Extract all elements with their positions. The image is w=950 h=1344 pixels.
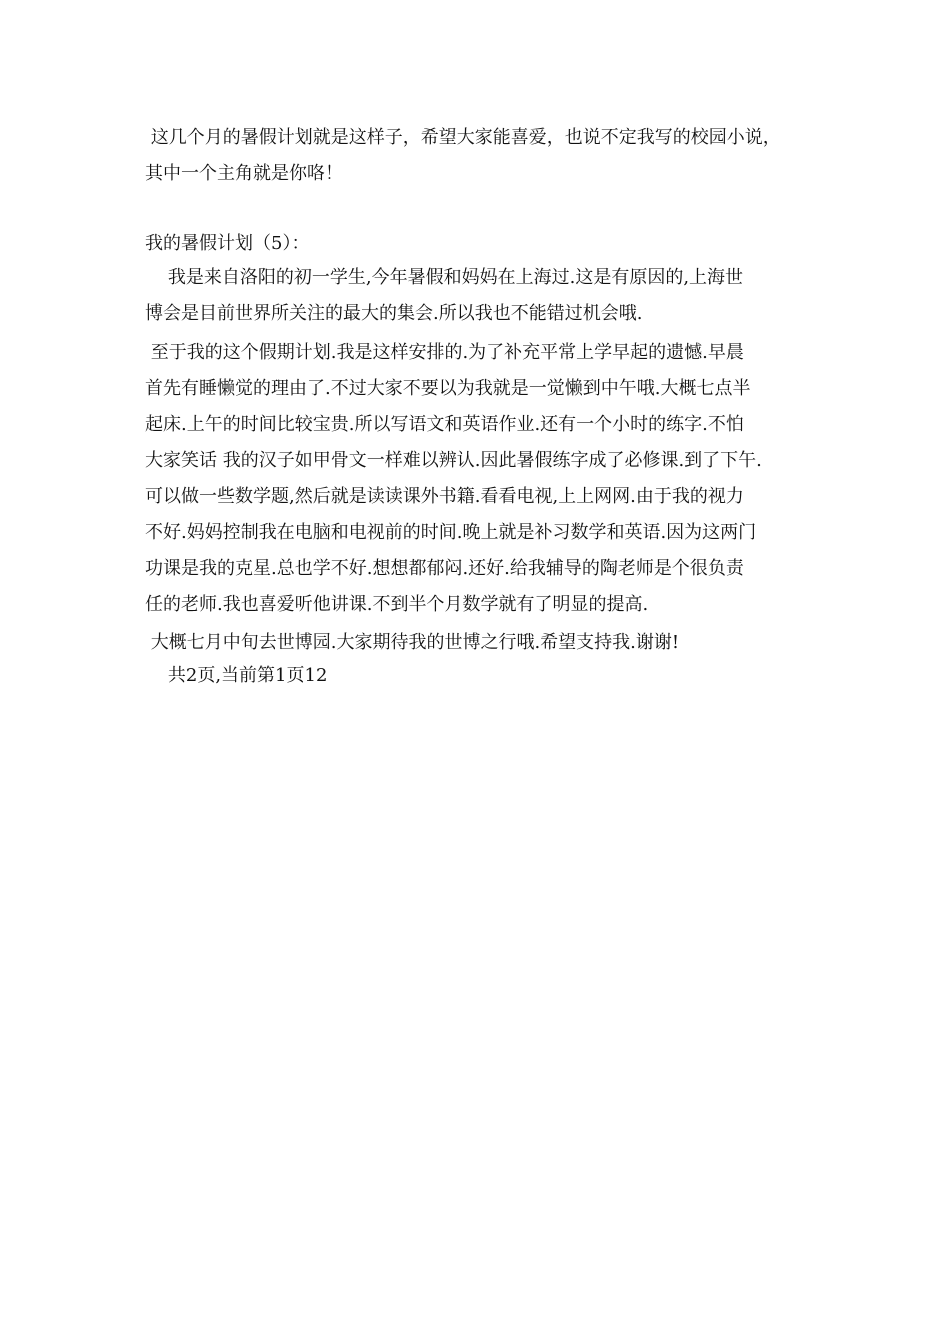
paragraph-line: 起床.上午的时间比较宝贵.所以写语文和英语作业.还有一个小时的练字.不怕 bbox=[145, 414, 744, 435]
paragraph-line: 至于我的这个假期计划.我是这样安排的.为了补充平常上学早起的遗憾.早晨 bbox=[145, 342, 744, 363]
paragraph-line: 这几个月的暑假计划就是这样子，希望大家能喜爱，也说不定我写的校园小说， bbox=[145, 127, 781, 148]
paragraph-line: 其中一个主角就是你咯！ bbox=[145, 163, 343, 184]
paragraph-line: 我是来自洛阳的初一学生,今年暑假和妈妈在上海过.这是有原因的,上海世 bbox=[145, 267, 744, 288]
paragraph-line: 任的老师.我也喜爱听他讲课.不到半个月数学就有了明显的提高. bbox=[145, 594, 649, 615]
paragraph-line: 可以做一些数学题,然后就是读读课外书籍.看看电视,上上网网.由于我的视力 bbox=[145, 486, 744, 507]
paragraph-line: 大家笑话 我的汉子如甲骨文一样难以辨认.因此暑假练字成了必修课.到了下午. bbox=[145, 450, 762, 471]
paragraph-line: 不好.妈妈控制我在电脑和电视前的时间.晚上就是补习数学和英语.因为这两门 bbox=[145, 522, 757, 543]
paragraph-line: 大概七月中旬去世博园.大家期待我的世博之行哦.希望支持我.谢谢! bbox=[145, 632, 680, 653]
paragraph-line: 博会是目前世界所关注的最大的集会.所以我也不能错过机会哦. bbox=[145, 303, 643, 324]
paragraph-line: 首先有睡懒觉的理由了.不过大家不要以为我就是一觉懒到中午哦.大概七点半 bbox=[145, 378, 751, 399]
pagination-text: 共2页,当前第1页12 bbox=[145, 665, 328, 686]
paragraph-line: 功课是我的克星.总也学不好.想想都郁闷.还好.给我辅导的陶老师是个很负责 bbox=[145, 558, 744, 579]
section-heading: 我的暑假计划（5）： bbox=[145, 233, 310, 254]
